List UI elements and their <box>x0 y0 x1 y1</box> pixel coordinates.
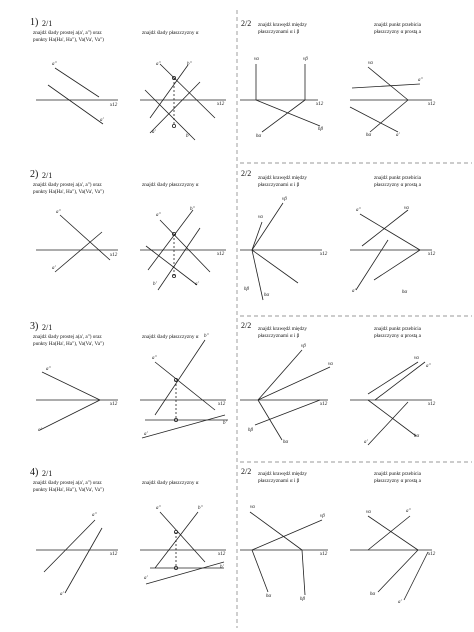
label-h-alpha: hα <box>414 434 420 439</box>
instruction-line: płaszczyzny α prostą a <box>374 333 421 339</box>
label-v-alpha: vα <box>404 206 409 211</box>
instruction-line: płaszczyzny α prostą a <box>374 182 421 188</box>
label-b-double-prime: b" <box>187 62 192 67</box>
instruction-line: znajdź punkt przebicia <box>374 175 421 181</box>
part-label: 2/2 <box>241 169 252 178</box>
label-x12: x12 <box>320 402 328 407</box>
instruction-line: znajdź punkt przebicia <box>374 471 421 477</box>
label-a-prime: a' <box>398 600 402 605</box>
instruction-line: znajdź krawędź między <box>258 22 307 28</box>
label-x12: x12 <box>428 252 436 257</box>
label-v-alpha: vα <box>366 510 371 515</box>
label-a-double-prime: a" <box>156 506 161 511</box>
instruction-line: znajdź punkt przebicia <box>374 326 421 332</box>
label-x12: x12 <box>320 552 328 557</box>
instruction-line: znajdź ślady płaszczyzny α <box>142 182 199 188</box>
label-b-double-prime: b" <box>198 506 203 511</box>
instruction-line: znajdź ślady prostej a(a', a") oraz <box>33 30 102 36</box>
label-a-double-prime: a" <box>46 367 51 372</box>
line-a-double-prime <box>160 512 205 562</box>
label-x12: x12 <box>217 102 225 107</box>
instruction-line: punkty Ha(Ha', Ha"), Va(Va', Va") <box>33 189 104 195</box>
label-h-beta: hβ <box>244 287 249 292</box>
line-a-prime <box>404 552 428 600</box>
label-a-prime: a' <box>38 428 42 433</box>
label-b-double-prime: b" <box>190 207 195 212</box>
label-x12: x12 <box>217 252 225 257</box>
label-a-prime: a' <box>352 289 356 294</box>
label-x12: x12 <box>428 402 436 407</box>
line-a-double-prime <box>368 516 410 550</box>
label-v-beta: vβ <box>320 514 325 519</box>
instruction-line: znajdź krawędź między <box>258 471 307 477</box>
label-a-prime: a' <box>52 266 56 271</box>
part-label: 2/2 <box>241 19 252 28</box>
label-h-alpha: hα <box>264 293 270 298</box>
label-a-double-prime: a" <box>406 509 411 514</box>
part-label: 2/1 <box>42 19 53 28</box>
part-label: 2/1 <box>42 469 53 478</box>
instruction-line: punkty Ha(Ha', Ha"), Va(Va', Va") <box>33 37 104 43</box>
label-a-double-prime: a" <box>156 62 161 67</box>
label-x12: x12 <box>428 102 436 107</box>
label-h-alpha: hα <box>266 594 272 599</box>
instruction-line: punkty Ha(Ha', Ha"), Va(Va', Va") <box>33 487 104 493</box>
instruction-line: znajdź ślady płaszczyzny α <box>142 30 199 36</box>
label-a-double-prime: a" <box>152 356 157 361</box>
label-b-prime: b' <box>223 421 227 426</box>
label-a-prime: a' <box>152 130 156 135</box>
trace-v-alpha <box>252 520 322 550</box>
label-h-alpha: hα <box>366 133 372 138</box>
part-label: 2/2 <box>241 467 252 476</box>
instruction-line: znajdź ślady prostej a(a', a") oraz <box>33 334 102 340</box>
exercise-number: 4) <box>30 467 39 478</box>
label-a-double-prime: a" <box>418 78 423 83</box>
label-v-alpha: vα <box>254 57 259 62</box>
label-a-prime: a' <box>364 440 368 445</box>
label-v-alpha: vα <box>258 215 263 220</box>
label-x12: x12 <box>428 552 436 557</box>
label-v-alpha: vα <box>250 505 255 510</box>
label-h-beta: hβ <box>300 597 305 602</box>
label-x12: x12 <box>110 552 118 557</box>
instruction-line: płaszczyznami α i β <box>258 182 300 188</box>
part-label: 2/2 <box>241 321 252 330</box>
trace-h-alpha <box>378 550 418 592</box>
label-a-double-prime: a" <box>92 513 97 518</box>
label-v-beta: vβ <box>301 344 306 349</box>
label-a-prime: a' <box>396 133 400 138</box>
label-a-prime: a' <box>195 282 199 287</box>
label-x12: x12 <box>316 102 324 107</box>
label-b-prime: b' <box>153 282 157 287</box>
part-label: 2/1 <box>42 323 53 332</box>
label-a-double-prime: a" <box>426 364 431 369</box>
label-a-double-prime: a" <box>56 210 61 215</box>
part-label: 2/1 <box>42 171 53 180</box>
instruction-line: znajdź krawędź między <box>258 175 307 181</box>
line-a-prime <box>146 562 224 584</box>
instruction-line: znajdź ślady płaszczyzny α <box>142 334 199 340</box>
instruction-line: płaszczyzny α prostą a <box>374 29 421 35</box>
label-a-double-prime: a" <box>356 208 361 213</box>
label-h-alpha: hα <box>370 592 376 597</box>
label-x12: x12 <box>218 552 226 557</box>
line-a-double-prime <box>44 520 95 572</box>
trace-h-beta <box>302 550 305 595</box>
label-b-prime: b' <box>186 134 190 139</box>
instruction-line: płaszczyznami α i β <box>258 29 300 35</box>
label-v-beta: vβ <box>282 197 287 202</box>
instruction-line: znajdź ślady prostej a(a', a") oraz <box>33 480 102 486</box>
label-x12: x12 <box>110 253 118 258</box>
label-v-alpha: vα <box>414 356 419 361</box>
label-a-prime: a' <box>60 592 64 597</box>
label-a-double-prime: a" <box>52 62 57 67</box>
instruction-line: płaszczyzny α prostą a <box>374 478 421 484</box>
label-h-beta: hβ <box>248 428 253 433</box>
instruction-line: płaszczyznami α i β <box>258 478 300 484</box>
trace-v-beta <box>250 512 302 550</box>
label-h-alpha: hα <box>402 290 408 295</box>
instruction-line: znajdź ślady płaszczyzny α <box>142 480 199 486</box>
label-x12: x12 <box>320 252 328 257</box>
label-x12: x12 <box>110 103 118 108</box>
label-b-prime: b' <box>220 565 224 570</box>
trace-v-alpha <box>368 516 418 550</box>
label-x12: x12 <box>218 402 226 407</box>
label-v-beta: vβ <box>303 57 308 62</box>
instruction-line: znajdź punkt przebicia <box>374 22 421 28</box>
line-a-prime <box>65 528 102 593</box>
instruction-line: punkty Ha(Ha', Ha"), Va(Va', Va") <box>33 341 104 347</box>
instruction-line: płaszczyznami α i β <box>258 333 300 339</box>
label-a-prime: a' <box>144 432 148 437</box>
label-v-alpha: vα <box>328 362 333 367</box>
label-v-alpha: vα <box>368 61 373 66</box>
label-h-alpha: hα <box>283 440 289 445</box>
trace-h-alpha <box>252 550 268 592</box>
line-b-double-prime <box>155 512 198 568</box>
label-b-double-prime: b" <box>204 334 209 339</box>
instruction-line: znajdź krawędź między <box>258 326 307 332</box>
label-a-prime: a' <box>100 118 104 123</box>
label-h-alpha: hα <box>256 134 262 139</box>
exercise-number: 1) <box>30 17 39 28</box>
label-a-prime: a' <box>144 576 148 581</box>
exercise-number: 3) <box>30 321 39 332</box>
label-x12: x12 <box>110 402 118 407</box>
instruction-line: znajdź ślady prostej a(a', a") oraz <box>33 182 102 188</box>
exercise-number: 2) <box>30 169 39 180</box>
label-a-double-prime: a" <box>156 213 161 218</box>
label-h-beta: hβ <box>318 127 323 132</box>
